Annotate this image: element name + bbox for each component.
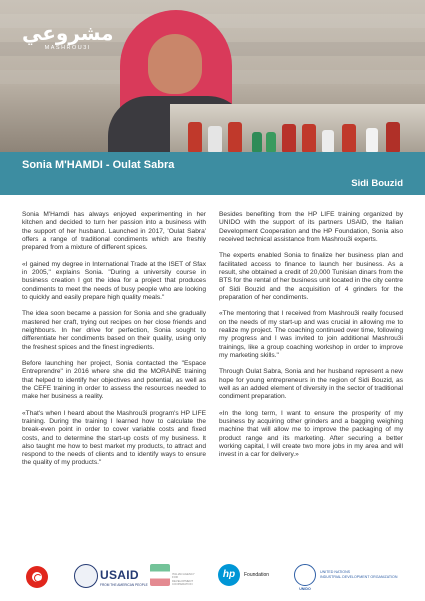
usaid-tagline: FROM THE AMERICAN PEOPLE (100, 583, 148, 587)
usaid-logo-text: USAID (100, 568, 139, 582)
hero-photo (0, 0, 425, 152)
paragraph: Besides benefiting from the HP LIFE training organized by UNIDO with the support of its partners USAID, the Italian Development Cooperation and the HP Foundation, Sonia also received technical assistance from Mashrou3i experts. (219, 211, 403, 243)
italian-cooperation-emblem-icon (150, 564, 170, 586)
product-jar (208, 126, 222, 152)
product-jar (282, 124, 296, 152)
paragraph: The experts enabled Sonia to finalize her business plan and facilitated access to finance to launch her business. As a result, she obtained a credit of 20,000 Tunisian dinars from the BTS for the rental of her business unit located in the city centre of Sidi Bouzid and the acquisition of 4 grinders for the preparation of her condiments. (219, 252, 403, 301)
title-banner (0, 152, 425, 195)
right-column (219, 211, 403, 468)
hp-foundation-label: Foundation (244, 572, 270, 578)
unido-full-name (320, 570, 420, 579)
un-line-1: UNITED NATIONS (320, 570, 351, 574)
italian-cooperation-text: ITALIAN AGENCY FOR DEVELOPMENT COOPERATION (172, 572, 195, 587)
flag-disc (32, 572, 42, 582)
product-jar (252, 132, 262, 152)
region-label: Sidi Bouzid (351, 178, 403, 189)
paragraph: Sonia M'Hamdi has always enjoyed experimenting in her kitchen and decided to turn her passion into a business with the support of her husband. Launched in 2017, 'Oulat Sabra' offers a range of traditional condiments which are freshly prepared from a mixture of different spices. (22, 211, 206, 252)
product-jar (322, 130, 334, 152)
product-jar (228, 122, 242, 152)
un-line-2: INDUSTRIAL DEVELOPMENT ORGANIZATION (320, 574, 398, 579)
paragraph: «The mentoring that I received from Mashrou3i really focused on the needs of my start-up and was crucial in allowing me to realize my project. The coaching continued over time, following my progress and I was invited to join additional Mashrou3i trainings, like a group coaching workshop in order to improve my marketing skills." (219, 310, 403, 359)
usaid-seal-icon (74, 564, 98, 588)
product-jar (342, 124, 356, 152)
product-jar (266, 132, 276, 152)
tunisia-flag-icon (26, 566, 48, 588)
product-shelf (170, 104, 425, 152)
crescent-icon (34, 574, 42, 582)
paragraph: Before launching her project, Sonia contacted the "Espace Entreprendre" in 2016 where she did the MORAINE training that helped to identify her objectives and potential, as well as the CEFE training in order to assess the resources needed to make her business a reality. (22, 360, 206, 401)
paragraph: «I gained my degree in International Trade at the ISET of Sfax in 2005," explains Sonia. "During a university course in business creation I got the idea for a project that produces condiments to meet the needs of busy people who are looking to quickly and easily prepare high quality meals." (22, 260, 206, 301)
story-title: Sonia M'HAMDI - Oulat Sabra (22, 159, 175, 171)
mashrou3i-logo (22, 22, 114, 51)
product-jar (366, 128, 378, 152)
paragraph: Through Oulat Sabra, Sonia and her husband represent a new hope for young entrepreneurs in the region of Sidi Bouzid, as well as an added element of diversity in the sector of traditional condiment preparation. (219, 368, 403, 401)
paragraph: «In the long term, I want to ensure the prosperity of my business by acquiring other grinders and a bagging weighing machine that will allow me to improve the packaging of my product range and its marketing. After securing a better working capital, I will create two more jobs in my area and will invest in a car for delivery.» (219, 409, 403, 459)
paragraph: The idea soon became a passion for Sonia and she gradually mastered her craft, trying out recipes on her close friends and neighbours. In her drive for perfection, Sonia sought to differentiate her condiments based on their quality, using only the freshest spices and the finest ingredients. (22, 310, 206, 351)
partner-logos-footer (0, 558, 425, 601)
paragraph: «That's when I heard about the Mashrou3i program's HP LIFE training. During the training I learned how to calculate the break-even point in order to cover variable costs and fixed costs, and to determine the start-up costs of my business. It also taught me how to best market my products, to attract and respond to the needs of clients and to identify ways to ensure the quality of my products." (22, 409, 206, 467)
unido-emblem-icon (294, 564, 316, 586)
product-jar (386, 122, 400, 152)
hp-logo-icon: hp (218, 564, 240, 586)
woman-face (148, 34, 202, 94)
unido-label: UNIDO (299, 587, 311, 591)
product-jar (302, 124, 316, 152)
logo-arabic: مشروعي (22, 21, 114, 45)
logo-latin: MASHROU3I (44, 45, 91, 51)
product-jar (188, 122, 202, 152)
left-column (22, 211, 206, 476)
